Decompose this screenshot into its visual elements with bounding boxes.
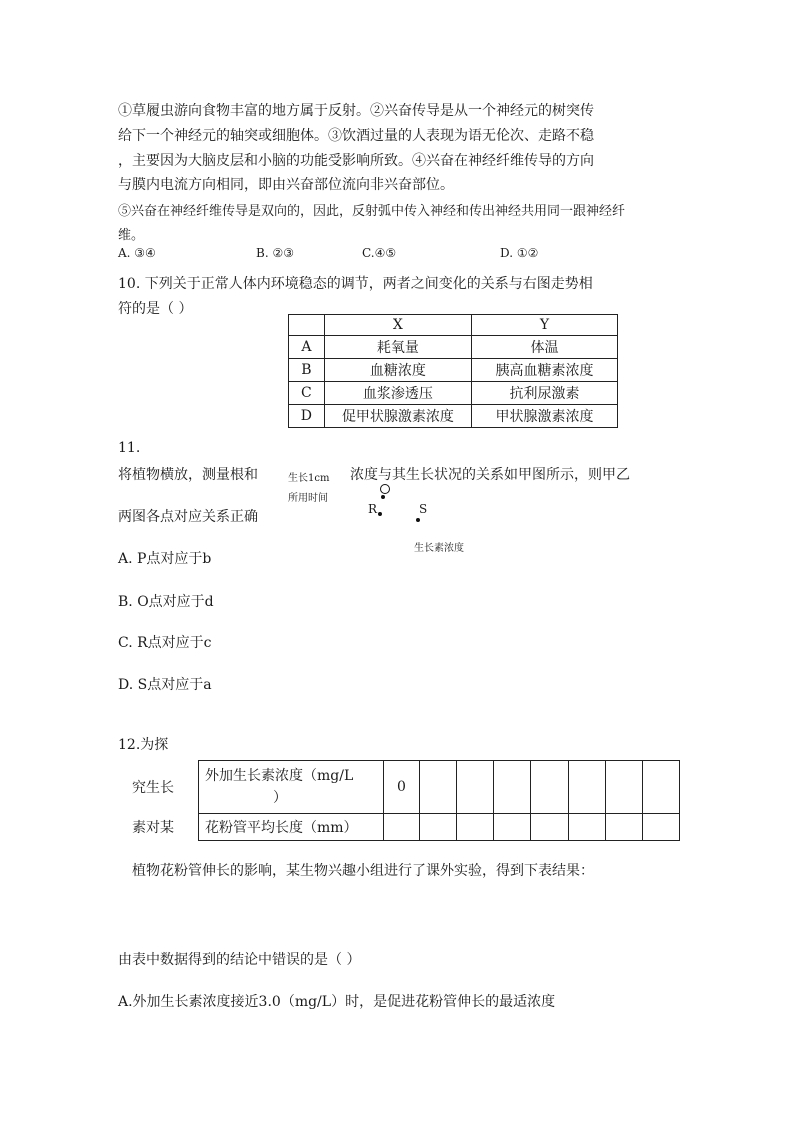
q10-row-y: 体温 [471, 336, 617, 359]
q12-cell [605, 761, 642, 814]
q12-line-after: 植物花粉管伸长的影响，某生物兴趣小组进行了课外实验，得到下表结果： [132, 863, 594, 879]
q9-option-c: C.④⑤ [362, 246, 397, 260]
q9-line-5: ⑤兴奋在神经纤维传导是双向的，因此，反射弧中传入神经和传出神经共用同一跟神经纤 [118, 204, 626, 219]
q10-row-y: 胰高血糖素浓度 [471, 359, 617, 382]
q11-line-2: 两图各点对应关系正确 [118, 509, 258, 525]
q12-cell [383, 814, 419, 841]
q11-option-b: B. O点对应于d [118, 594, 214, 610]
fig-xlabel: 生长素浓度 [414, 543, 464, 554]
q12-table [198, 760, 680, 841]
q12-row1-label [199, 761, 384, 814]
q12-cell [642, 761, 679, 814]
q9-line-3: ，主要因为大脑皮层和小脑的功能受影响所致。④兴奋在神经纤维传导的方向 [118, 153, 594, 169]
q10-row-x: 血糖浓度 [324, 359, 471, 382]
fig-label-s: S [419, 502, 428, 516]
q12-cell [457, 814, 494, 841]
q9-option-b: B. ②③ [256, 246, 294, 260]
q10-row-label: C [289, 382, 325, 405]
q12-lead-2: 究生长 [132, 780, 174, 796]
q9-option-a: A. ③④ [118, 246, 156, 260]
q12-cell [568, 814, 605, 841]
q10-header-y: Y [471, 315, 617, 336]
q10-row-label: A [289, 336, 325, 359]
q11-number: 11. [118, 440, 141, 456]
q11-line-1b: 浓度与其生长状况的关系如甲图所示，则甲乙 [350, 467, 630, 483]
q10-line-1: 10. 下列关于正常人体内环境稳态的调节，两者之间变化的关系与右图走势相 [118, 276, 593, 292]
fig-ylabel-2: 所用时间 [288, 493, 328, 504]
q9-line-2: 给下一个神经元的轴突或细胞体。③饮酒过量的人表现为语无伦次、走路不稳 [118, 128, 594, 144]
q12-row1-label-b: ） [273, 790, 287, 806]
q12-cell [568, 761, 605, 814]
q12-cell [531, 761, 568, 814]
q12-cell [642, 814, 679, 841]
q10-header-x: X [324, 315, 471, 336]
q12-question: 由表中数据得到的结论中错误的是（ ） [118, 952, 361, 968]
q10-line-2: 符的是（ ） [118, 301, 193, 317]
q12-lead-1: 12.为探 [118, 737, 169, 753]
q12-cell [531, 814, 568, 841]
fig-point-q [381, 495, 385, 499]
fig-point-o [380, 484, 390, 494]
fig-point-s [416, 518, 420, 522]
fig-ylabel-1: 生长1cm [288, 469, 333, 484]
q12-row2-label: 花粉管平均长度（mm） [199, 814, 384, 841]
q9-option-d: D. ①② [500, 246, 539, 260]
q12-lead-3: 素对某 [132, 820, 174, 836]
q10-row-label: B [289, 359, 325, 382]
q10-row-x: 耗氧量 [324, 336, 471, 359]
q12-cell [605, 814, 642, 841]
q10-row-x: 促甲状腺激素浓度 [324, 405, 471, 428]
q10-header-blank [289, 315, 325, 336]
q11-option-d: D. S点对应于a [118, 677, 212, 693]
q12-cell [420, 814, 457, 841]
q9-line-6: 维。 [118, 228, 145, 243]
q11-line-1a: 将植物横放，测量根和 [118, 467, 258, 483]
q12-row1-first: 0 [383, 761, 419, 814]
q9-line-1: ①草履虫游向食物丰富的地方属于反射。②兴奋传导是从一个神经元的树突传 [118, 103, 594, 119]
q10-row-y: 抗利尿激素 [471, 382, 617, 405]
q11-option-c: C. R点对应于c [118, 635, 212, 651]
q10-table [288, 314, 618, 428]
fig-point-r [378, 512, 382, 516]
q12-option-a: A.外加生长素浓度接近3.0（mg/L）时，是促进花粉管伸长的最适浓度 [118, 994, 556, 1010]
q10-row-x: 血浆渗透压 [324, 382, 471, 405]
q12-cell [494, 814, 531, 841]
q12-cell [494, 761, 531, 814]
q10-row-y: 甲状腺激素浓度 [471, 405, 617, 428]
q12-cell [457, 761, 494, 814]
q9-line-4: 与膜内电流方向相同，即由兴奋部位流向非兴奋部位。 [118, 177, 454, 193]
q10-row-label: D [289, 405, 325, 428]
q11-option-a: A. P点对应于b [118, 551, 212, 567]
q12-row1-label-a: 外加生长素浓度（mg/L [205, 768, 354, 784]
fig-label-r: R [368, 502, 378, 516]
q12-cell [420, 761, 457, 814]
